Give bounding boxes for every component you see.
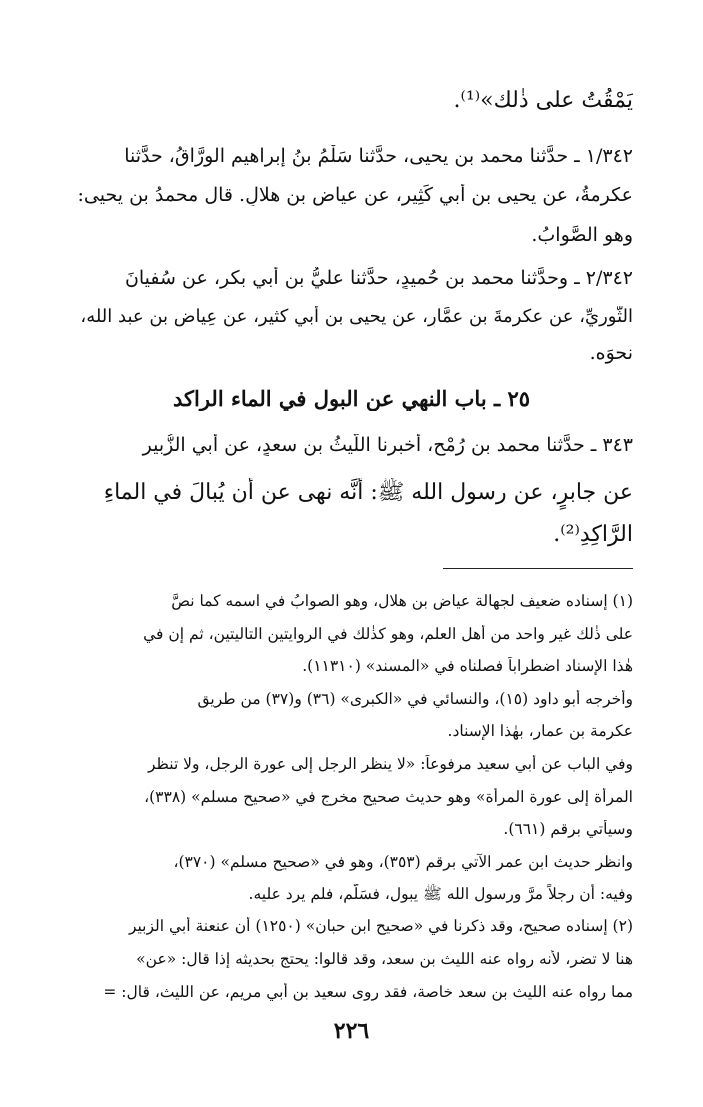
- page-number: ٢٢٦: [333, 1018, 370, 1044]
- footnote-separator: [443, 568, 633, 569]
- footnote-line-2: على ذٰلك غير واحد من أهل العلم، وهو كذٰلك في الروايتين التاليتين، ثم إن في: [143, 625, 633, 643]
- footnote-line-10: وفيه: أن رجلاً مرَّ ورسول الله ﷺ يبول، فسَلَّم، فلم يرد عليه.: [248, 885, 633, 903]
- footnote-line-11: (٢) إسناده صحيح، وقد ذكرنا في «صحيح ابن حبان» (١٢٥٠) أن عنعنة أبي الزبير: [128, 917, 633, 935]
- main-line-9: عن جابرٍ، عن رسول الله ﷺ: أنَّه نهى عن أن يُبالَ في الماءِ: [103, 480, 633, 505]
- footnote-line-7: المرأة إلى عورة المرأة» وهو حديث صحيح مخرج في «صحيح مسلم» (٣٣٨)،: [144, 788, 633, 806]
- footnote-line-3: هٰذا الإسناد اضطراباً فصلناه في «المسند» (١١٣١٠).: [302, 657, 633, 675]
- chapter-heading: ٢٥ ـ باب النهي عن البول في الماء الراكد: [172, 386, 531, 411]
- main-line-10: الرَّاكِدِ⁽²⁾.: [553, 522, 633, 547]
- main-line-4: وهو الصَّوابُ.: [531, 224, 633, 246]
- main-line-1: يَمْقُتُ على ذٰلك»⁽¹⁾.: [453, 88, 633, 113]
- main-line-6: الثَّوريِّ، عن عكرمةَ بنِ عمَّارٍ، عن يحيى بن أبي كثير، عن عِياضِ بن عبد الله،: [80, 306, 633, 327]
- main-line-3: عكرمةُ، عن يحيى بن أبي كَثِير، عن عياضِ بن هلالٍ. قال محمدُ بن يحيى:: [77, 184, 633, 206]
- footnote-line-12: هنا لا تضر، لأنه رواه عنه الليث بن سعد، وقد قالوا: يحتج بحديثه إذا قال: «عن»: [136, 950, 633, 968]
- footnote-line-6: وفي الباب عن أبي سعيد مرفوعاً: «لا ينظر الرجل إلى عورة الرجل، ولا تنظر: [148, 755, 633, 773]
- footnote-line-9: وانظر حديث ابن عمر الآتي برقم (٣٥٣)، وهو في «صحيح مسلم» (٣٧٠)،: [173, 853, 633, 871]
- main-line-7: نحوَه.: [589, 342, 633, 364]
- main-line-2: ١/٣٤٢ ـ حدَّثنا محمد بن يحيى، حدَّثنا سَلْمُ بنُ إبراهيم الورَّاقُ، حدَّثنا: [124, 145, 633, 167]
- main-line-8: ٣٤٣ ـ حدَّثنا محمد بن رُمْحٍ، أخبرنا اللَّيثُ بن سعدٍ، عن أبي الزُّبير: [142, 434, 633, 456]
- footnote-line-1: (١) إسناده ضعيف لجهالة عياض بن هلال، وهو الصوابُ في اسمه كما نصَّ: [171, 592, 633, 610]
- footnote-line-4: وأخرجه أبو داود (١٥)، والنسائي في «الكبرى» (٣٦) و(٣٧) من طريق: [197, 690, 633, 708]
- footnote-line-5: عكرمة بن عمار، بهٰذا الإسناد.: [447, 722, 633, 740]
- footnote-line-8: وسيأتي برقم (٦٦١).: [503, 820, 633, 838]
- footnote-line-13: مما رواه عنه الليث بن سعد خاصة، فقد روى سعيد بن أبي مريم، عن الليث، قال: =: [103, 983, 633, 1001]
- main-line-5: ٢/٣٤٢ ـ وحدَّثنا محمد بن حُميدٍ، حدَّثنا عليُّ بن أبي بكرٍ، عن سُفيانَ: [124, 267, 633, 289]
